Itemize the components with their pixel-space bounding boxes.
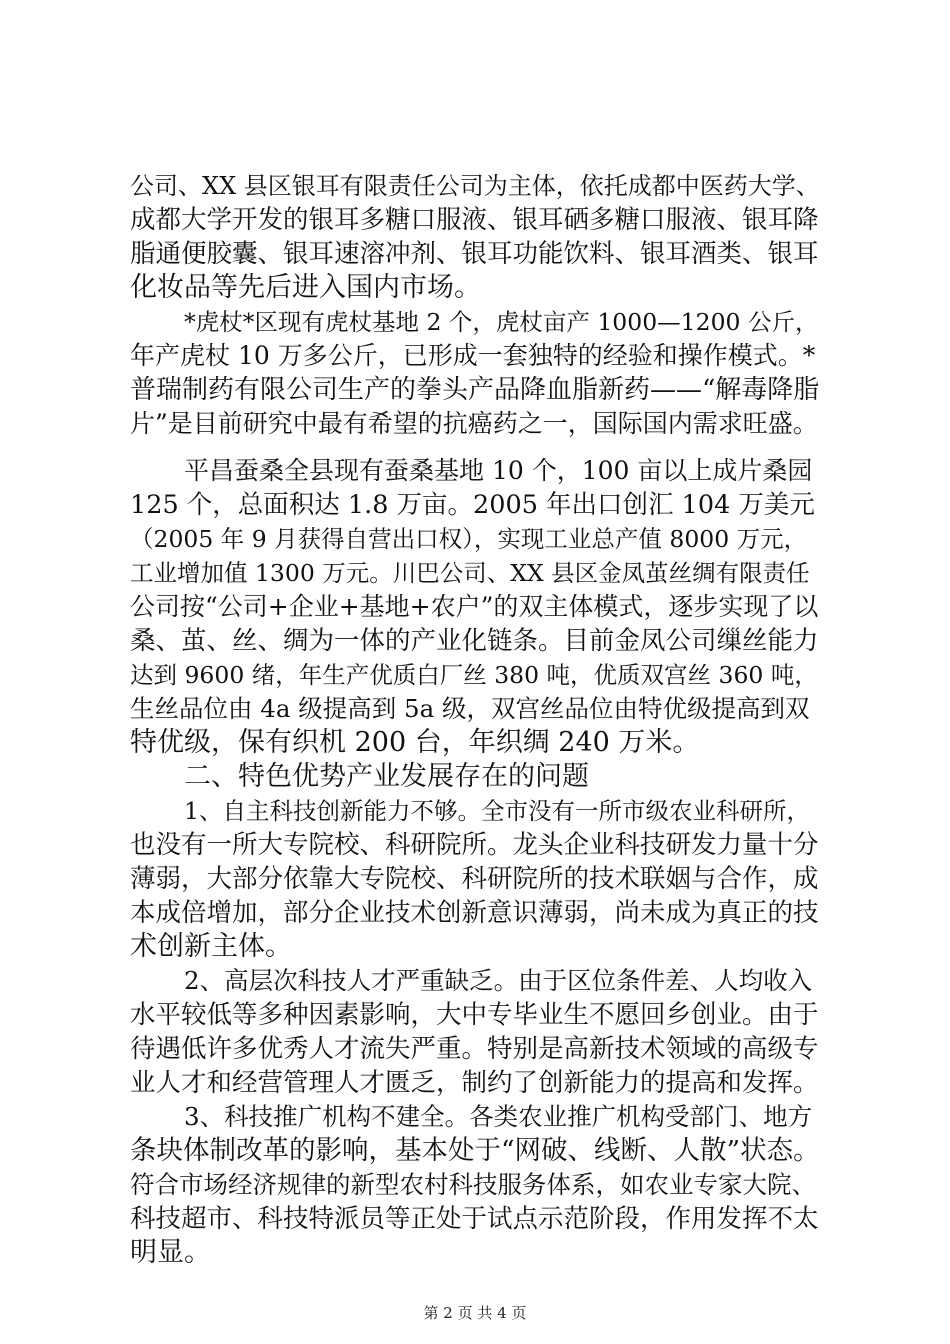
paragraph-3-line-8: 生丝品位由 4a 级提高到 5a 级，双宫丝品位由特优级提高到双 [130,694,810,723]
paragraph-3-line-1: 平昌蚕桑全县现有蚕桑基地 10 个，100 亩以上成片桑园 [184,456,813,485]
paragraph-7-line-5: 明显。 [130,1237,211,1268]
paragraph-3-line-2: 125 个，总面积达 1.8 万亩。2005 年出口创汇 104 万美元 [130,490,815,520]
paragraph-5-line-1: 1、自主科技创新能力不够。全市没有一所市级农业科研所， [184,797,810,825]
paragraph-2-line-4: 片”是目前研究中最有希望的抗癌药之一，国际国内需求旺盛。 [130,409,818,438]
paragraph-7-line-1: 3、科技推广机构不建全。各类农业推广机构受部门、地方 [184,1102,813,1131]
paragraph-7-line-2: 条块体制改革的影响，基本处于“网破、线断、人散”状态。 [130,1135,820,1166]
paragraph-3-line-7: 达到 9600 绪，年生产优质白厂丝 380 吨，优质双宫丝 360 吨， [130,661,818,689]
paragraph-3-line-5: 公司按“公司+企业+基地+农户”的双主体模式，逐步实现了以 [130,592,819,621]
paragraph-5-line-2: 也没有一所大专院校、科研院所。龙头企业科技研发力量十分 [130,830,819,860]
page-number-footer: 第 2 页 共 4 页 [423,1304,527,1322]
paragraph-2-line-1: *虎杖*区现有虎杖基地 2 个，虎杖亩产 1000—1200 公斤， [184,308,819,336]
paragraph-6-line-3: 待遇低许多优秀人才流失严重。特别是高新技术领域的高级专 [130,1034,819,1064]
paragraph-3-line-3: （2005 年 9 月获得自营出口权），实现工业总产值 8000 万元， [130,525,808,553]
paragraph-5-line-3: 薄弱，大部分依靠大专院校、科研院所的技术联姻与合作，成 [130,864,819,894]
paragraph-5-line-4: 本成倍增加，部分企业技术创新意识薄弱，尚未成为真正的技 [130,898,819,928]
paragraph-2-line-2: 年产虎杖 10 万多公斤，已形成一套独特的经验和操作模式。* [130,341,816,370]
paragraph-3-line-4: 工业增加值 1300 万元。川巴公司、XX 县区金凤茧丝绸有限责任 [130,559,810,587]
paragraph-2-line-3: 普瑞制药有限公司生产的拳头产品降血脂新药——“解毒降脂 [130,375,820,405]
paragraph-6-line-1: 2、高层次科技人才严重缺乏。由于区位条件差、人均收入 [184,966,813,995]
paragraph-1-line-1: 公司、XX 县区银耳有限责任公司为主体，依托成都中医药大学、 [130,172,820,200]
paragraph-5-line-5: 术创新主体。 [130,931,292,962]
paragraph-6-line-4: 业人才和经营管理人才匮乏，制约了创新能力的提高和发挥。 [130,1068,819,1098]
paragraph-1-line-2: 成都大学开发的银耳多糖口服液、银耳硒多糖口服液、银耳降 [130,205,819,235]
paragraph-6-line-2: 水平较低等多种因素影响，大中专毕业生不愿回乡创业。由于 [130,1000,819,1030]
paragraph-3-line-6: 桑、茧、丝、绸为一体的产业化链条。目前金凤公司缫丝能力 [130,626,819,656]
paragraph-7-line-4: 科技超市、科技特派员等正处于试点示范阶段，作用发挥不太 [130,1204,819,1234]
paragraph-3-line-9: 特优级，保有织机 200 台，年织绸 240 万米。 [130,727,700,758]
paragraph-1-line-3: 脂通便胶囊、银耳速溶冲剂、银耳功能饮料、银耳酒类、银耳 [130,239,819,269]
paragraph-1-line-4: 化妆品等先后进入国内市场。 [130,272,481,303]
paragraph-7-line-3: 符合市场经济规律的新型农村科技服务体系，如农业专家大院、 [130,1170,816,1199]
section-heading: 二、特色优势产业发展存在的问题 [184,761,589,792]
